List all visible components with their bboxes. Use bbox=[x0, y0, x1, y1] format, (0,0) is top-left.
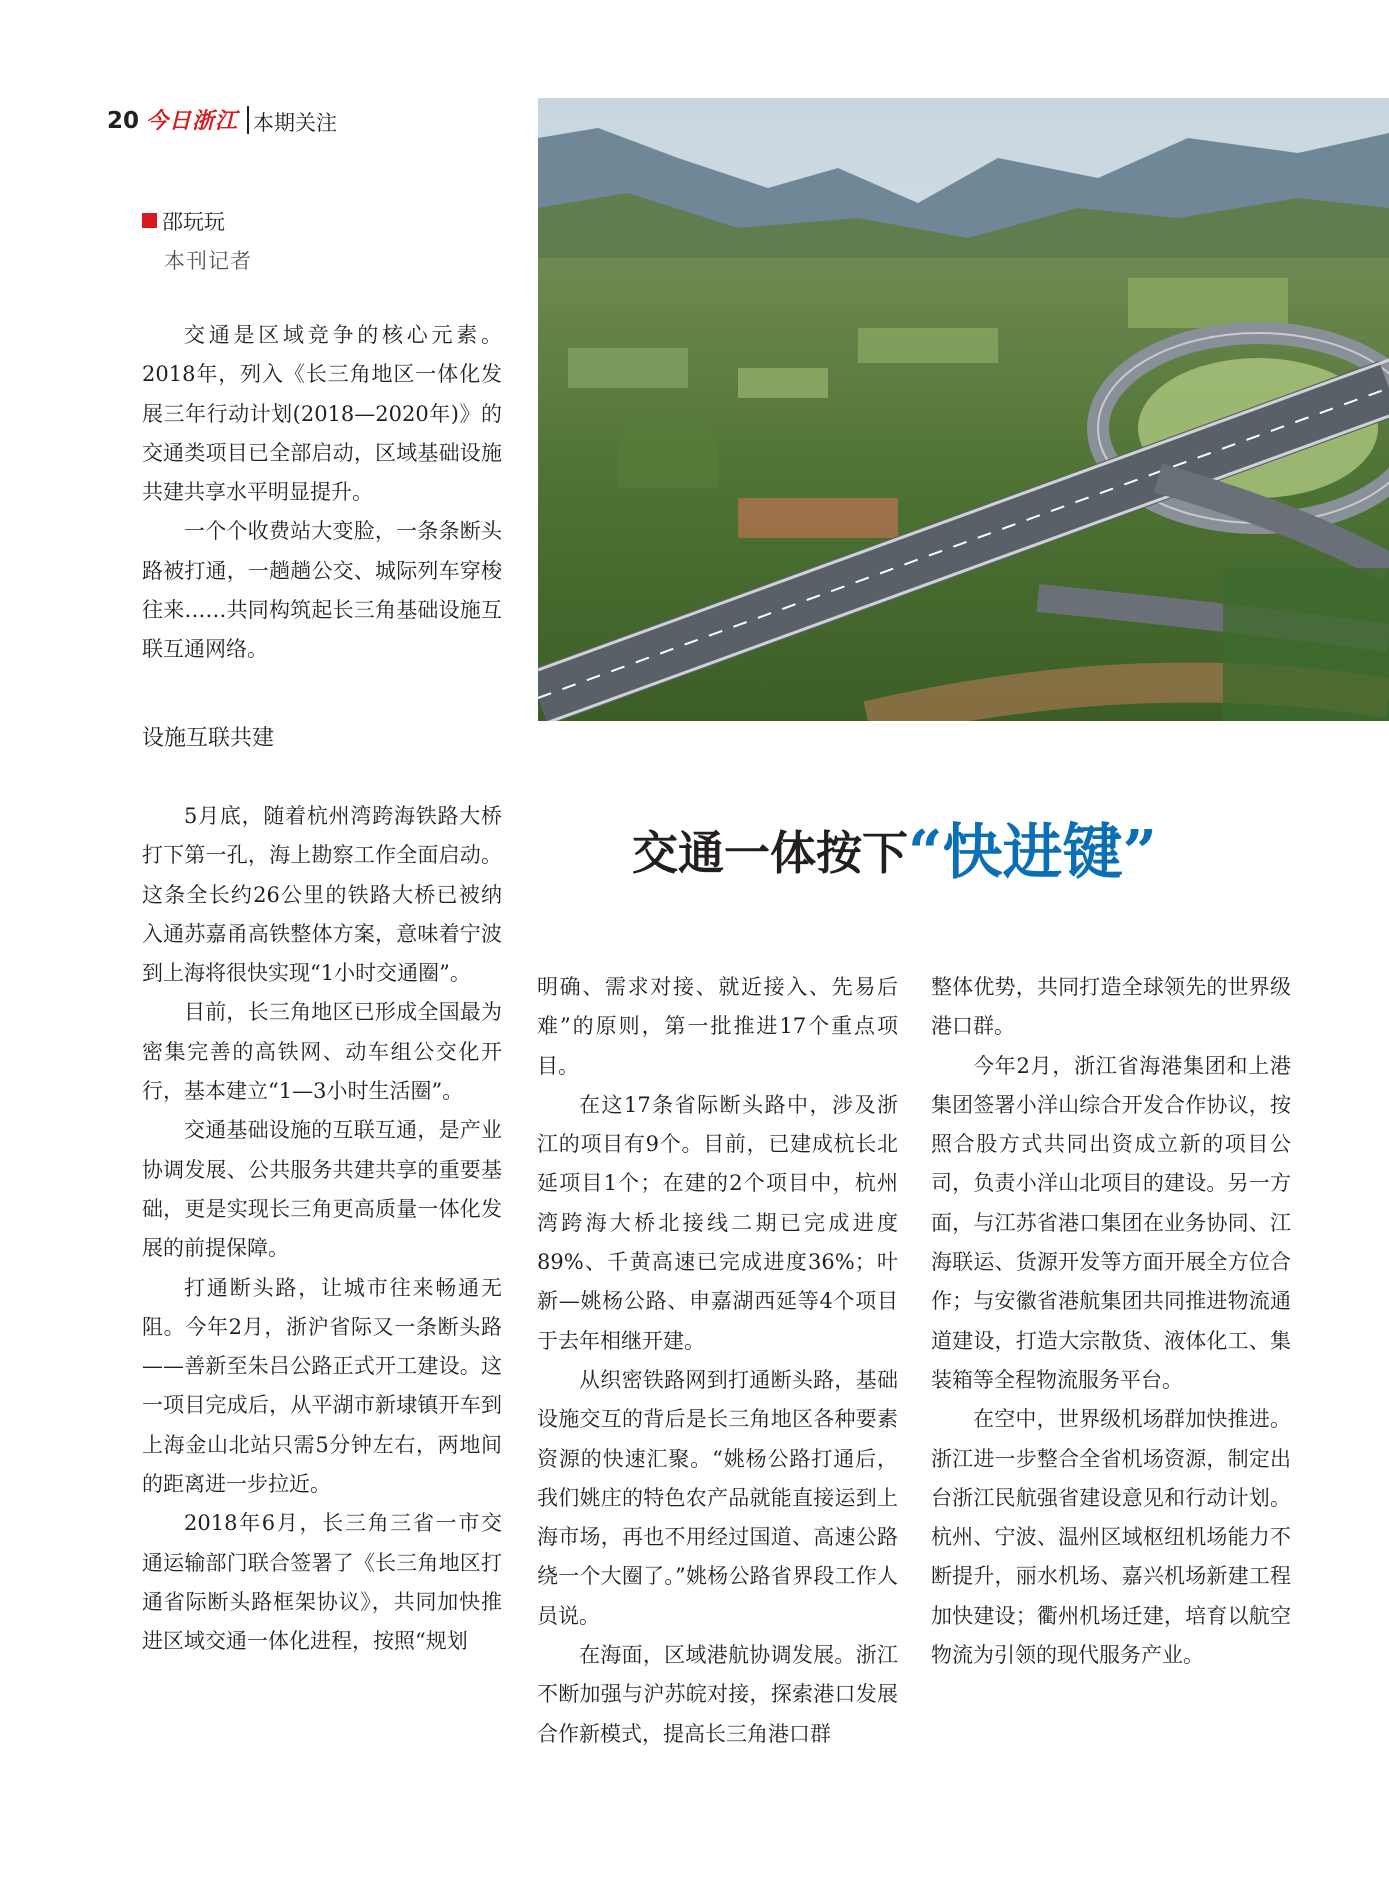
masthead-logo: 今日浙江 bbox=[146, 108, 239, 134]
header-divider bbox=[247, 106, 249, 134]
author-role: 本刊记者 bbox=[164, 249, 252, 273]
red-square-marker bbox=[142, 213, 157, 228]
body-paragraph: 今年2月，浙江省海港集团和上港集团签署小洋山综合开发合作协议，按照合股方式共同出资成立新的项目公司，负责小洋山北项目的建设。另一方面，与江苏省港口集团在业务协同、江海联运、货源开发等方面开展全方位合作；与安徽省港航集团共同推进物流通道建设，打造大宗散货、液体化工、集装箱等全程物流服务平台。 bbox=[931, 1053, 1291, 1392]
article-title-highlight: “快进键” bbox=[908, 818, 1158, 888]
article-column-2 bbox=[537, 968, 898, 1754]
body-paragraph: 在海面，区域港航协调发展。浙江不断加强与沪苏皖对接，探索港口发展合作新模式，提高长三角港口群 bbox=[537, 1643, 898, 1746]
body-paragraph-continued: 整体优势，共同打造全球领先的世界级港口群。 bbox=[931, 975, 1291, 1039]
body-paragraph-continued: 明确、需求对接、就近接入、先易后难”的原则，第一批推进17个重点项目。 bbox=[537, 975, 898, 1078]
section-label: 本期关注 bbox=[253, 111, 337, 135]
intro-paragraph: 交通是区域竞争的核心元素。2018年，列入《长三角地区一体化发展三年行动计划(2018—2020年)》的交通类项目已全部启动，区域基础设施共建共享水平明显提升。 bbox=[142, 323, 502, 505]
page-number: 20 bbox=[107, 108, 140, 134]
author-byline bbox=[142, 206, 225, 236]
article-title-prefix: 交通一体按下 bbox=[632, 826, 908, 880]
article-column-3 bbox=[931, 968, 1291, 1675]
body-paragraph: 目前，长三角地区已形成全国最为密集完善的高铁网、动车组公交化开行，基本建立“1—3小时生活圈”。 bbox=[142, 1000, 502, 1104]
body-paragraph: 5月底，随着杭州湾跨海铁路大桥打下第一孔，海上勘察工作全面启动。这条全长约26公里的铁路大桥已被纳入通苏嘉甬高铁整体方案，意味着宁波到上海将很快实现“1小时交通圈”。 bbox=[142, 804, 502, 986]
body-paragraph: 2018年6月，长三角三省一市交通运输部门联合签署了《长三角地区打通省际断头路框架协议》，共同加快推进区域交通一体化进程，按照“规划 bbox=[142, 1511, 502, 1654]
body-paragraph: 交通基础设施的互联互通，是产业协调发展、公共服务共建共享的重要基础，更是实现长三角更高质量一体化发展的前提保障。 bbox=[142, 1118, 502, 1261]
body-paragraph: 打通断头路，让城市往来畅通无阻。今年2月，浙沪省际又一条断头路——善新至朱吕公路正式开工建设。这一项目完成后，从平湖市新埭镇开车到上海金山北站只需5分钟左右，两地间的距离进一步拉近。 bbox=[142, 1275, 502, 1497]
author-name: 邵玩玩 bbox=[162, 210, 225, 234]
body-paragraph: 在这17条省际断头路中，涉及浙江的项目有9个。目前，已建成杭长北延项目1个；在建的2个项目中，杭州湾跨海大桥北接线二期已完成进度89%、千黄高速已完成进度36%；叶新—姚杨公路、申嘉湖西延等4个项目于去年相继开建。 bbox=[537, 1092, 898, 1353]
article-column-1 bbox=[142, 797, 502, 1662]
body-paragraph: 从织密铁路网到打通断头路，基础设施交互的背后是长三角地区各种要素资源的快速汇聚。“姚杨公路打通后，我们姚庄的特色农产品就能直接运到上海市场，再也不用经过国道、高速公路绕一个大圈了。”姚杨公路省界段工作人员说。 bbox=[537, 1367, 898, 1628]
subheading: 设施互联共建 bbox=[142, 726, 275, 751]
body-paragraph: 在空中，世界级机场群加快推进。浙江进一步整合全省机场资源，制定出台浙江民航强省建设意见和行动计划。杭州、宁波、温州区域枢纽机场能力不断提升，丽水机场、嘉兴机场新建工程加快建设；衢州机场迁建，培育以航空物流为引领的现代服务产业。 bbox=[931, 1407, 1291, 1668]
article-title bbox=[632, 805, 1157, 891]
article-intro bbox=[142, 316, 502, 670]
highway-interchange-photo bbox=[538, 98, 1389, 721]
intro-paragraph: 一个个收费站大变脸，一条条断头路被打通，一趟趟公交、城际列车穿梭往来……共同构筑起长三角基础设施互联互通网络。 bbox=[142, 519, 502, 662]
